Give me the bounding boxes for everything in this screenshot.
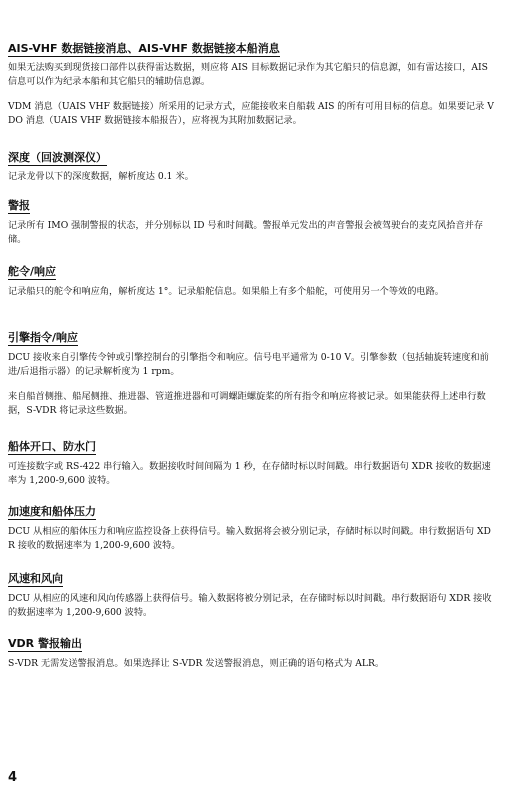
section-alarms	[8, 194, 494, 247]
section-heading: VDR 警报输出	[8, 637, 82, 650]
section-heading: 舵令/响应	[8, 265, 57, 278]
section-paragraph: DCU 接收来自引擎传令钟或引擎控制台的引擎指令和响应。信号电平通常为 0-10 V。引擎参数（包括轴旋转速度和前进/后退指示器）的记录解析度为 1 rpm。	[8, 352, 489, 377]
section-heading: 加速度和船体压力	[8, 505, 96, 518]
section-engine	[8, 326, 494, 418]
section-rudder	[8, 260, 494, 299]
section-paragraph: DCU 从相应的风速和风向传感器上获得信号。输入数据将被分别记录，在存储时标以时间戳。串行数据语句 XDR 接收的数据速率为 1,200-9,600 波特。	[8, 593, 492, 618]
section-heading: 船体开口、防水门	[8, 440, 96, 453]
section-ais-vhf	[8, 37, 494, 128]
section-hull-stress	[8, 500, 494, 553]
section-paragraph: 记录龙骨以下的深度数据，解析度达 0.1 米。	[8, 171, 194, 182]
section-depth	[8, 146, 494, 184]
section-paragraph: 记录船只的舵令和响应角，解析度达 1°。记录船舵信息。如果船上有多个船舵，可使用另一个等效的电路。	[8, 286, 444, 297]
section-heading: 深度（回波测深仪）	[8, 151, 107, 164]
section-heading: 引擎指令/响应	[8, 331, 79, 344]
section-paragraph: 记录所有 IMO 强制警报的状态，并分别标以 ID 号和时间戳。警报单元发出的声音警报会被驾驶台的麦克风拾音并存储。	[8, 220, 484, 245]
page-number: 4	[8, 770, 18, 785]
section-heading: 风速和风向	[8, 572, 63, 585]
section-heading: 警报	[8, 199, 30, 212]
section-paragraph: 可连接数字或 RS-422 串行输入。数据接收时间间隔为 1 秒，在存储时标以时间戳。串行数据语句 XDR 接收的数据速率为 1,200-9,600 波特。	[8, 461, 491, 486]
section-paragraph: VDM 消息（UAIS VHF 数据链接）所采用的记录方式，应能接收来自船载 AIS 的所有可用目标的信息。如果要记录 VDO 消息（UAIS VHF 数据链接本船报告），应将视为其附加数据记录。	[8, 101, 494, 126]
section-paragraph: S-VDR 无需发送警报消息。如果选择让 S-VDR 发送警报消息，则正确的语句格式为 ALR。	[8, 658, 385, 669]
section-vdr-alarm	[8, 632, 494, 671]
section-wind	[8, 567, 494, 620]
section-paragraph: DCU 从相应的船体压力和响应监控设备上获得信号。输入数据将会被分别记录，存储时标以时间戳。串行数据语句 XDR 接收的数据速率为 1,200-9,600 波特。	[8, 526, 491, 551]
section-heading: AIS-VHF 数据链接消息、AIS-VHF 数据链接本船消息	[8, 42, 280, 55]
section-hull-openings	[8, 435, 494, 488]
section-paragraph: 如果无法购买到现货接口部件以获得雷达数据，则应将 AIS 目标数据记录作为其它船只的信息源，如有雷达接口，AIS 信息可以作为纪录本船和其它船只的辅助信息源。	[8, 62, 488, 87]
section-paragraph: 来自船首侧推、船尾侧推、推进器、管道推进器和可调螺距螺旋桨的所有指令和响应将被记录。如果能获得上述串行数据，S-VDR 将记录这些数据。	[8, 391, 486, 416]
